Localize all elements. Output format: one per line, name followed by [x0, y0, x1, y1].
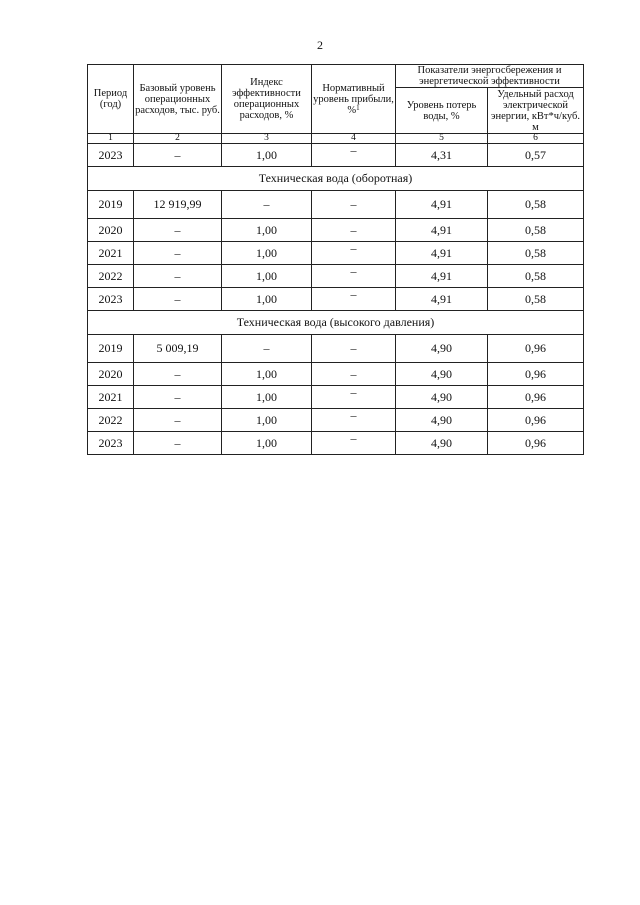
cell-year: 2021 — [88, 386, 134, 409]
cell-year: 2023 — [88, 288, 134, 311]
table-row — [88, 219, 584, 242]
cell-year: 2020 — [88, 219, 134, 242]
cell-energy-consumption: 0,96 — [488, 432, 584, 455]
header-period: Период (год) — [88, 65, 134, 134]
cell-water-loss: 4,90 — [396, 363, 488, 386]
table-row — [88, 432, 584, 455]
cell-normative-profit: – — [312, 242, 396, 265]
cell-normative-profit: – — [312, 191, 396, 219]
footnote-marker: 1 — [356, 103, 360, 112]
tariff-indicators-table — [87, 64, 584, 455]
column-number: 1 — [88, 134, 134, 144]
cell-base-opex: – — [134, 363, 222, 386]
cell-base-opex: – — [134, 265, 222, 288]
cell-base-opex: – — [134, 409, 222, 432]
cell-year: 2021 — [88, 242, 134, 265]
table-row — [88, 288, 584, 311]
cell-year: 2019 — [88, 191, 134, 219]
column-number-row — [88, 134, 584, 144]
cell-water-loss: 4,90 — [396, 335, 488, 363]
header-base-opex: Базовый уровень операционных расходов, тыс. руб. — [134, 65, 222, 134]
cell-normative-profit: – — [312, 409, 396, 432]
cell-efficiency-index: 1,00 — [222, 288, 312, 311]
cell-water-loss: 4,31 — [396, 144, 488, 167]
cell-normative-profit: – — [312, 335, 396, 363]
cell-normative-profit: – — [312, 432, 396, 455]
table-row — [88, 265, 584, 288]
table-row — [88, 191, 584, 219]
cell-efficiency-index: – — [222, 335, 312, 363]
header-energy-consumption: Удельный расход электрической энергии, кВт*ч/куб. м — [488, 88, 584, 134]
cell-efficiency-index: – — [222, 191, 312, 219]
cell-base-opex: – — [134, 386, 222, 409]
cell-water-loss: 4,91 — [396, 242, 488, 265]
cell-base-opex: – — [134, 144, 222, 167]
column-number: 5 — [396, 134, 488, 144]
cell-water-loss: 4,91 — [396, 219, 488, 242]
cell-efficiency-index: 1,00 — [222, 219, 312, 242]
header-normative-profit: Нормативный уровень прибыли, %$^1$ — [312, 65, 396, 134]
table-row — [88, 335, 584, 363]
cell-energy-consumption: 0,96 — [488, 409, 584, 432]
cell-energy-consumption: 0,58 — [488, 242, 584, 265]
section-row — [88, 167, 584, 191]
cell-year: 2019 — [88, 335, 134, 363]
cell-base-opex: 5 009,19 — [134, 335, 222, 363]
cell-water-loss: 4,90 — [396, 409, 488, 432]
cell-efficiency-index: 1,00 — [222, 265, 312, 288]
column-number: 4 — [312, 134, 396, 144]
cell-base-opex: 12 919,99 — [134, 191, 222, 219]
cell-normative-profit: – — [312, 386, 396, 409]
table-row — [88, 363, 584, 386]
cell-year: 2022 — [88, 265, 134, 288]
section-title: Техническая вода (высокого давления) — [88, 311, 584, 335]
header-efficiency-index: Индекс эффективности операционных расходов, % — [222, 65, 312, 134]
cell-year: 2020 — [88, 363, 134, 386]
cell-efficiency-index: 1,00 — [222, 363, 312, 386]
cell-normative-profit: – — [312, 144, 396, 167]
cell-efficiency-index: 1,00 — [222, 144, 312, 167]
section-title: Техническая вода (оборотная) — [88, 167, 584, 191]
cell-energy-consumption: 0,58 — [488, 288, 584, 311]
cell-water-loss: 4,90 — [396, 386, 488, 409]
cell-efficiency-index: 1,00 — [222, 409, 312, 432]
cell-energy-consumption: 0,58 — [488, 191, 584, 219]
header-energy-group: Показатели энергосбережения и энергетической эффективности — [396, 65, 584, 88]
cell-water-loss: 4,90 — [396, 432, 488, 455]
cell-year: 2023 — [88, 432, 134, 455]
table-row — [88, 242, 584, 265]
cell-base-opex: – — [134, 432, 222, 455]
cell-year: 2022 — [88, 409, 134, 432]
table-row — [88, 386, 584, 409]
table-row — [88, 144, 584, 167]
cell-water-loss: 4,91 — [396, 288, 488, 311]
cell-energy-consumption: 0,96 — [488, 363, 584, 386]
cell-normative-profit: – — [312, 363, 396, 386]
cell-energy-consumption: 0,58 — [488, 219, 584, 242]
cell-water-loss: 4,91 — [396, 191, 488, 219]
cell-normative-profit: – — [312, 288, 396, 311]
cell-normative-profit: – — [312, 265, 396, 288]
cell-base-opex: – — [134, 288, 222, 311]
column-number: 6 — [488, 134, 584, 144]
page-number: 2 — [317, 38, 323, 52]
section-row — [88, 311, 584, 335]
cell-energy-consumption: 0,57 — [488, 144, 584, 167]
cell-efficiency-index: 1,00 — [222, 242, 312, 265]
cell-base-opex: – — [134, 242, 222, 265]
cell-energy-consumption: 0,58 — [488, 265, 584, 288]
cell-energy-consumption: 0,96 — [488, 335, 584, 363]
cell-water-loss: 4,91 — [396, 265, 488, 288]
column-number: 3 — [222, 134, 312, 144]
cell-efficiency-index: 1,00 — [222, 432, 312, 455]
column-number: 2 — [134, 134, 222, 144]
cell-base-opex: – — [134, 219, 222, 242]
cell-energy-consumption: 0,96 — [488, 386, 584, 409]
cell-normative-profit: – — [312, 219, 396, 242]
header-water-loss: Уровень потерь воды, % — [396, 88, 488, 134]
cell-efficiency-index: 1,00 — [222, 386, 312, 409]
cell-year: 2023 — [88, 144, 134, 167]
table-row — [88, 409, 584, 432]
